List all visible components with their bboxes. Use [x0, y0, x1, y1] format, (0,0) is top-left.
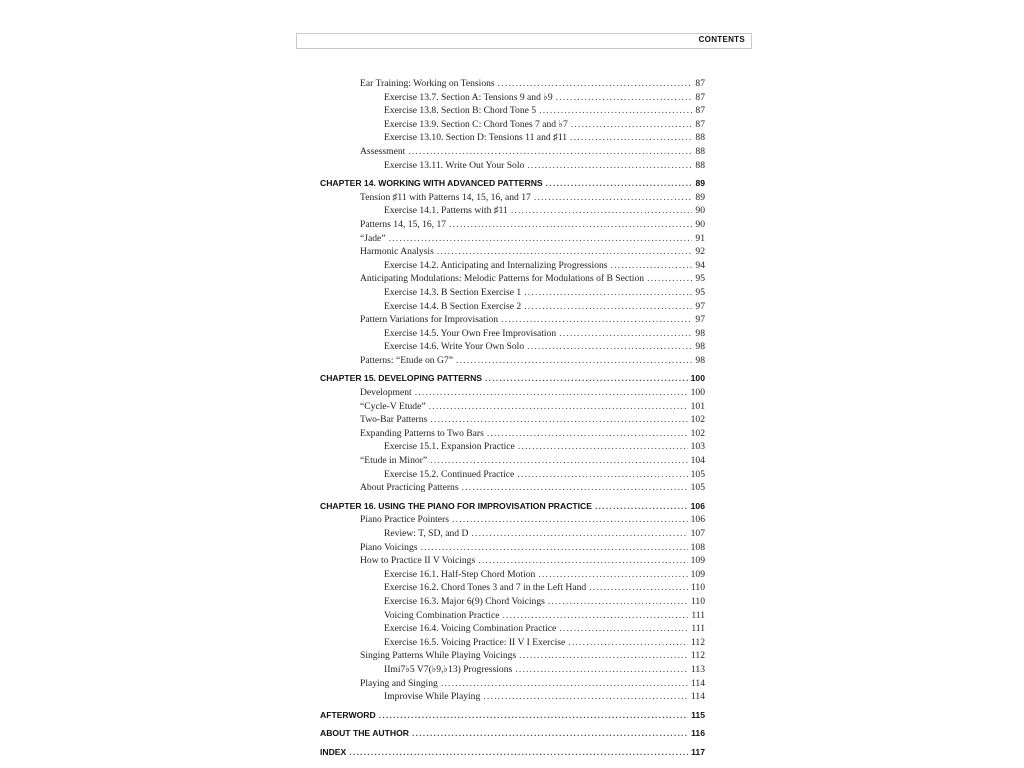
dot-leader	[452, 513, 688, 527]
toc-entry-title: Exercise 13.7. Section A: Tensions 9 and ♭9	[384, 91, 553, 103]
dot-leader	[556, 91, 693, 105]
toc-page-number: 97	[695, 314, 705, 326]
toc-page-number: 88	[695, 145, 705, 157]
toc-entry-title: AFTERWORD	[320, 709, 376, 720]
toc-page-number: 106	[690, 500, 705, 511]
toc-entry	[320, 159, 705, 173]
toc-page-number: 115	[691, 709, 705, 720]
toc-page-number: 105	[690, 468, 705, 480]
toc-entry-title: Exercise 16.3. Major 6(9) Chord Voicings	[384, 595, 545, 607]
toc-page-number: 104	[690, 455, 705, 467]
dot-leader	[527, 159, 692, 173]
toc-entry-title: About Practicing Patterns	[360, 482, 459, 494]
toc-entry-title: Two-Bar Patterns	[360, 414, 428, 426]
toc-entry	[320, 513, 705, 527]
dot-leader	[430, 413, 687, 427]
toc-entry	[320, 622, 705, 636]
toc-page-number: 88	[695, 159, 705, 171]
dot-leader	[539, 104, 692, 118]
toc-entry-title: Assessment	[360, 145, 406, 157]
toc-entry-title: Exercise 14.1. Patterns with ♯11	[384, 205, 508, 217]
toc-entry-title: Exercise 13.8. Section B: Chord Tone 5	[384, 105, 537, 117]
toc-entry	[320, 690, 705, 704]
toc-page-number: 98	[695, 354, 705, 366]
toc-entry-title: Exercise 14.5. Your Own Free Improvisation	[384, 327, 557, 339]
toc-entry-title: Singing Patterns While Playing Voicings	[360, 650, 517, 662]
dot-leader	[483, 690, 688, 704]
toc-entry	[320, 300, 705, 314]
toc-entry	[320, 118, 705, 132]
toc-entry-title: Patterns: “Etude on G7”	[360, 354, 453, 366]
toc-page-number: 114	[690, 677, 705, 689]
dot-leader	[485, 372, 688, 386]
dot-leader	[548, 595, 688, 609]
dot-leader	[515, 663, 688, 677]
toc-entry	[320, 595, 705, 609]
dot-leader	[449, 218, 692, 232]
toc-entry	[320, 145, 705, 159]
toc-entry-title: Exercise 16.1. Half-Step Chord Motion	[384, 568, 536, 580]
toc-entry-title: “Cycle-V Etude”	[360, 400, 426, 412]
toc-entry-title: Exercise 15.2. Continued Practice	[384, 468, 515, 480]
toc-entry	[320, 91, 705, 105]
toc-entry-title: Exercise 14.4. B Section Exercise 2	[384, 300, 522, 312]
toc-entry	[320, 427, 705, 441]
toc-entry	[320, 386, 705, 400]
toc-entry-title: Exercise 14.3. B Section Exercise 1	[384, 286, 522, 298]
toc-page-number: 97	[695, 300, 705, 312]
toc-entry-title: IImi7♭5 V7(♭9,♭13) Progressions	[384, 663, 513, 675]
toc-page-number: 90	[695, 218, 705, 230]
dot-leader	[527, 340, 692, 354]
toc-page-number: 94	[695, 259, 705, 271]
dot-leader	[420, 541, 687, 555]
toc-chapter-entry	[320, 709, 705, 723]
toc-page-number: 108	[690, 541, 705, 553]
toc-page-number: 95	[695, 273, 705, 285]
toc-entry-title: Development	[360, 387, 412, 399]
toc-entry	[320, 454, 705, 468]
toc-entry	[320, 104, 705, 118]
toc-entry	[320, 191, 705, 205]
toc-entry-title: Tension ♯11 with Patterns 14, 15, 16, and 17	[360, 191, 531, 203]
dot-leader	[349, 746, 688, 760]
toc-chapter-entry	[320, 372, 705, 386]
dot-leader	[437, 245, 693, 259]
toc-entry-title: Exercise 16.4. Voicing Combination Practice	[384, 623, 557, 635]
toc-page-number: 87	[695, 91, 705, 103]
toc-entry	[320, 245, 705, 259]
toc-entry-title: Voicing Combination Practice	[384, 609, 500, 621]
dot-leader	[568, 636, 688, 650]
toc-page-number: 92	[695, 246, 705, 258]
toc-entry-title: Exercise 14.2. Anticipating and Internalizing Progressions	[384, 259, 608, 271]
dot-leader	[441, 677, 688, 691]
toc-entry	[320, 354, 705, 368]
toc-entry	[320, 218, 705, 232]
toc-page-number: 89	[695, 191, 705, 203]
toc-chapter-entry	[320, 746, 705, 760]
toc-entry-title: Playing and Singing	[360, 677, 438, 689]
dot-leader	[511, 204, 693, 218]
dot-leader	[524, 286, 692, 300]
toc-page-number: 87	[695, 105, 705, 117]
toc-page-number: 107	[690, 528, 705, 539]
toc-entry-title: Review: T, SD, and D	[384, 528, 469, 539]
toc-entry	[320, 259, 705, 273]
toc-entry-title: How to Practice II V Voicings	[360, 555, 476, 567]
toc-entry	[320, 272, 705, 286]
toc-entry	[320, 609, 705, 623]
dot-leader	[589, 581, 688, 595]
toc-page-number: 117	[691, 746, 705, 757]
dot-leader	[389, 232, 693, 246]
toc-entry-title: “Jade”	[360, 232, 386, 244]
dot-leader	[571, 118, 693, 132]
toc-entry	[320, 131, 705, 145]
toc-entry-title: Harmonic Analysis	[360, 246, 434, 258]
toc-page-number: 87	[695, 118, 705, 130]
toc-entry	[320, 568, 705, 582]
toc-entry	[320, 313, 705, 327]
toc-page-number: 88	[695, 132, 705, 144]
toc-page-number: 101	[690, 400, 705, 412]
toc-entry-title: INDEX	[320, 746, 347, 757]
toc-page-number: 109	[690, 555, 705, 567]
toc-entry	[320, 77, 705, 91]
dot-leader	[498, 77, 693, 91]
toc-page-number: 112	[690, 636, 705, 648]
dot-leader	[647, 272, 692, 286]
toc-page-number: 111	[691, 623, 705, 635]
dot-leader	[518, 440, 688, 454]
toc-entry-title: Pattern Variations for Improvisation	[360, 314, 499, 326]
toc-entry-title: Exercise 16.2. Chord Tones 3 and 7 in the Left Hand	[384, 582, 587, 594]
toc-entry	[320, 649, 705, 663]
dot-leader	[559, 327, 692, 341]
toc-entry	[320, 527, 705, 541]
dot-leader	[517, 468, 687, 482]
dot-leader	[546, 177, 693, 191]
dot-leader	[487, 427, 688, 441]
dot-leader	[471, 527, 687, 541]
toc-page-number: 109	[690, 568, 705, 580]
toc-chapter-entry	[320, 500, 705, 514]
running-header	[296, 33, 752, 49]
toc-page-number: 91	[695, 232, 705, 244]
toc-entry-title: Ear Training: Working on Tensions	[360, 78, 495, 89]
dot-leader	[412, 727, 688, 741]
dot-leader	[415, 386, 688, 400]
toc-entry	[320, 232, 705, 246]
toc-page-number: 105	[690, 482, 705, 494]
dot-leader	[524, 300, 692, 314]
dot-leader	[456, 354, 692, 368]
toc-entry-title: ABOUT THE AUTHOR	[320, 728, 409, 739]
toc-page-number: 100	[690, 373, 705, 384]
toc-page-number: 112	[690, 650, 705, 662]
table-of-contents	[320, 77, 705, 760]
toc-entry-title: Piano Practice Pointers	[360, 514, 449, 526]
toc-page-number: 110	[690, 582, 705, 594]
dot-leader	[538, 568, 687, 582]
dot-leader	[519, 649, 688, 663]
dot-leader	[611, 259, 693, 273]
toc-page-number: 102	[690, 427, 705, 439]
toc-entry	[320, 663, 705, 677]
toc-entry	[320, 481, 705, 495]
toc-entry-title: Patterns 14, 15, 16, 17	[360, 218, 447, 230]
toc-page-number: 116	[691, 728, 705, 739]
toc-page-number: 102	[690, 414, 705, 426]
toc-entry-title: Expanding Patterns to Two Bars	[360, 427, 484, 439]
toc-page-number: 90	[695, 205, 705, 217]
toc-entry	[320, 636, 705, 650]
dot-leader	[430, 454, 687, 468]
toc-page-number: 110	[690, 595, 705, 607]
toc-entry	[320, 677, 705, 691]
dot-leader	[595, 500, 688, 514]
toc-entry	[320, 400, 705, 414]
toc-page-number: 89	[695, 178, 705, 189]
toc-entry	[320, 440, 705, 454]
dot-leader	[379, 709, 688, 723]
dot-leader	[570, 131, 692, 145]
toc-entry	[320, 554, 705, 568]
toc-page-number: 106	[690, 514, 705, 526]
toc-entry-title: “Etude in Minor”	[360, 455, 428, 467]
toc-entry-title: Exercise 13.9. Section C: Chord Tones 7 and ♭7	[384, 118, 568, 130]
dot-leader	[429, 400, 688, 414]
toc-entry	[320, 327, 705, 341]
toc-entry-title: Exercise 13.10. Section D: Tensions 11 and ♯11	[384, 132, 568, 144]
toc-entry-title: Exercise 16.5. Voicing Practice: II V I Exercise	[384, 636, 566, 648]
dot-leader	[462, 481, 688, 495]
dot-leader	[501, 313, 692, 327]
toc-entry	[320, 286, 705, 300]
toc-page-number: 103	[690, 441, 705, 453]
dot-leader	[502, 609, 688, 623]
toc-entry-title: Exercise 13.11. Write Out Your Solo	[384, 159, 525, 171]
toc-entry-title: Anticipating Modulations: Melodic Patterns for Modulations of B Section	[360, 273, 645, 285]
dot-leader	[478, 554, 687, 568]
toc-entry-title: Exercise 15.1. Expansion Practice	[384, 441, 515, 453]
toc-entry	[320, 413, 705, 427]
toc-entry	[320, 204, 705, 218]
toc-entry	[320, 541, 705, 555]
toc-entry-title: Improvise While Playing	[384, 691, 481, 703]
toc-entry-title: CHAPTER 16. USING THE PIANO FOR IMPROVISATION PRACTICE	[320, 500, 592, 511]
toc-entry-title: CHAPTER 15. DEVELOPING PATTERNS	[320, 373, 483, 384]
toc-page-number: 114	[690, 691, 705, 703]
toc-page-number: 113	[690, 663, 705, 675]
toc-entry	[320, 581, 705, 595]
toc-entry-title: Exercise 14.6. Write Your Own Solo	[384, 341, 525, 353]
dot-leader	[408, 145, 692, 159]
toc-entry	[320, 468, 705, 482]
toc-entry-title: Piano Voicings	[360, 541, 418, 553]
toc-entry-title: CHAPTER 14. WORKING WITH ADVANCED PATTERNS	[320, 178, 543, 189]
toc-page-number: 111	[691, 609, 705, 621]
running-header-label: CONTENTS	[698, 35, 745, 44]
dot-leader	[534, 191, 693, 205]
toc-page-number: 98	[695, 341, 705, 353]
toc-chapter-entry	[320, 727, 705, 741]
toc-page-number: 87	[695, 78, 705, 89]
toc-page-number: 98	[695, 327, 705, 339]
toc-page-number: 95	[695, 286, 705, 298]
toc-chapter-entry	[320, 177, 705, 191]
toc-page-number: 100	[690, 387, 705, 399]
toc-entry	[320, 340, 705, 354]
dot-leader	[559, 622, 688, 636]
